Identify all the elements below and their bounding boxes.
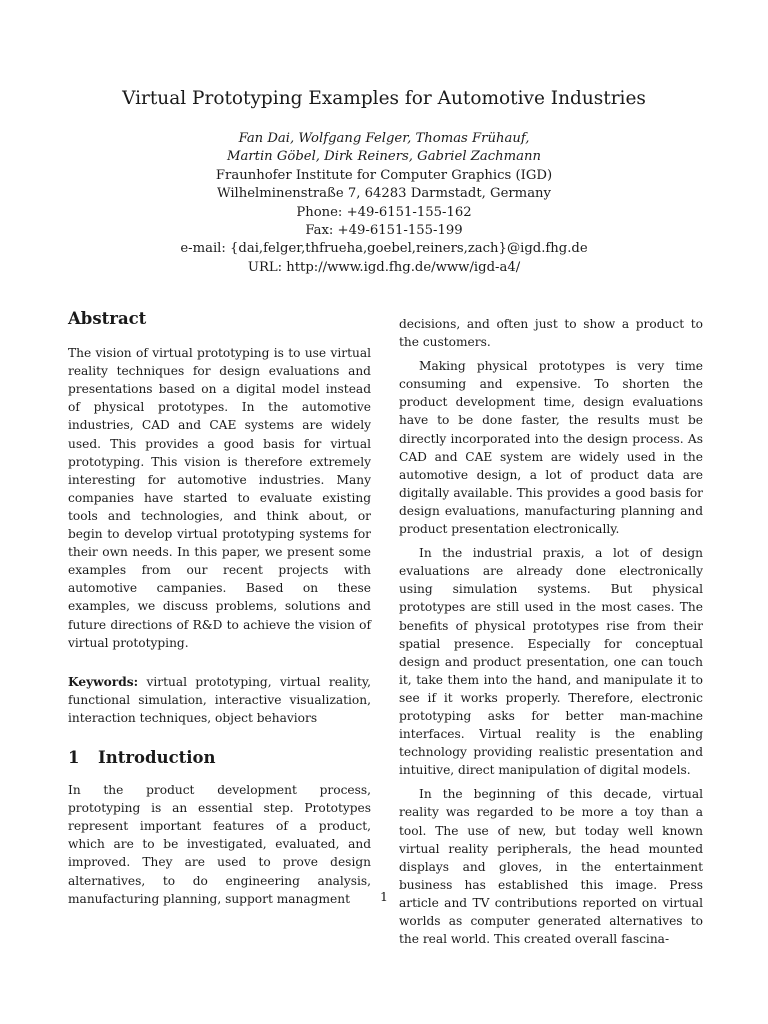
section-number: 1 (68, 747, 80, 767)
email: e-mail: {dai,felger,thfrueha,goebel,reiners,zach}@igd.fhg.de (180, 241, 588, 257)
keywords (68, 673, 371, 727)
paper-title: Virtual Prototyping Examples for Automotive Industries (122, 88, 646, 109)
fax: Fax: +49-6151-155-199 (305, 223, 463, 239)
institute: Fraunhofer Institute for Computer Graphics (IGD) (215, 167, 553, 183)
introduction-paragraph-2: Making physical prototypes is very time consuming and expensive. To shorten the product development time, design evaluations have to be done faster, the results must be directly incorporated into the design process. As CAD and CAE system are widely used in the automotive design, a lot of product data are digitally available. This provides a good basis for design evaluations, manufacturing planning and product presentation electronically. (399, 359, 703, 537)
author-names-line-1: Fan Dai, Wolfgang Felger, Thomas Frühauf, (238, 131, 530, 146)
introduction-paragraph-4: In the beginning of this decade, virtual reality was regarded to be more a toy than a tool. The use of new, but today well known virtual reality peripherals, the head mounted displays and gloves, in the entertainment business has established this image. Press article and TV contributions reported on virtual worlds as computer generated alternatives to the real world. This created overall fascina- (399, 787, 703, 947)
introduction-heading (68, 749, 371, 767)
left-column (68, 310, 371, 908)
address: Wilhelminenstraße 7, 64283 Darmstadt, Germany (217, 186, 551, 202)
right-column (399, 315, 703, 948)
url: URL: http://www.igd.fhg.de/www/igd-a4/ (247, 259, 521, 275)
phone: Phone: +49-6151-155-162 (296, 204, 472, 220)
section-title: Introduction (98, 747, 216, 767)
author-block (0, 130, 768, 277)
introduction-paragraph-3: In the industrial praxis, a lot of design evaluations are already done electronically using simulation systems. But physical prototypes are still used in the most cases. The benefits of physical prototypes rise from their spatial presence. Especially for conceptual design and product presentation, one can touch it, take them into the hand, and manipulate it to see if it works properly. Therefore, electronic prototyping asks for better man-machine interfaces. Virtual reality is the enabling technology providing realistic presentation and intuitive, direct manipulation of digital models. (399, 546, 703, 778)
abstract-text: The vision of virtual prototyping is to use virtual reality techniques for design evaluations and presentations based on a digital model instead of physical prototypes. In the automotive industries, CAD and CAE systems are widely used. This provides a good basis for virtual prototyping. This vision is therefore extremely interesting for automotive industries. Many companies have started to evaluate existing tools and technologies, and think about, or begin to develop virtual prototyping systems for their own needs. In this paper, we present some examples from our recent projects with automotive campanies. Based on these examples, we discuss problems, solutions and future directions of R&D to achieve the vision of virtual prototyping. (68, 346, 371, 650)
keywords-label: Keywords: (68, 674, 139, 689)
author-names-line-2: Martin Göbel, Dirk Reiners, Gabriel Zachmann (226, 149, 541, 165)
introduction-paragraph-1-continued: decisions, and often just to show a product to the customers. (399, 317, 703, 350)
page-number: 1 (380, 889, 388, 904)
introduction-paragraph-1: In the product development process, prototyping is an essential step. Prototypes represent important features of a product, which are to be investigated, evaluated, and improved. They are used to prove design alternatives, to do engineering analysis, manufacturing planning, support managment (68, 783, 371, 906)
keywords-text: virtual prototyping, virtual reality, functional simulation, interactive visualization, interaction techniques, object behaviors (68, 674, 372, 725)
abstract-heading: Abstract (68, 309, 147, 328)
